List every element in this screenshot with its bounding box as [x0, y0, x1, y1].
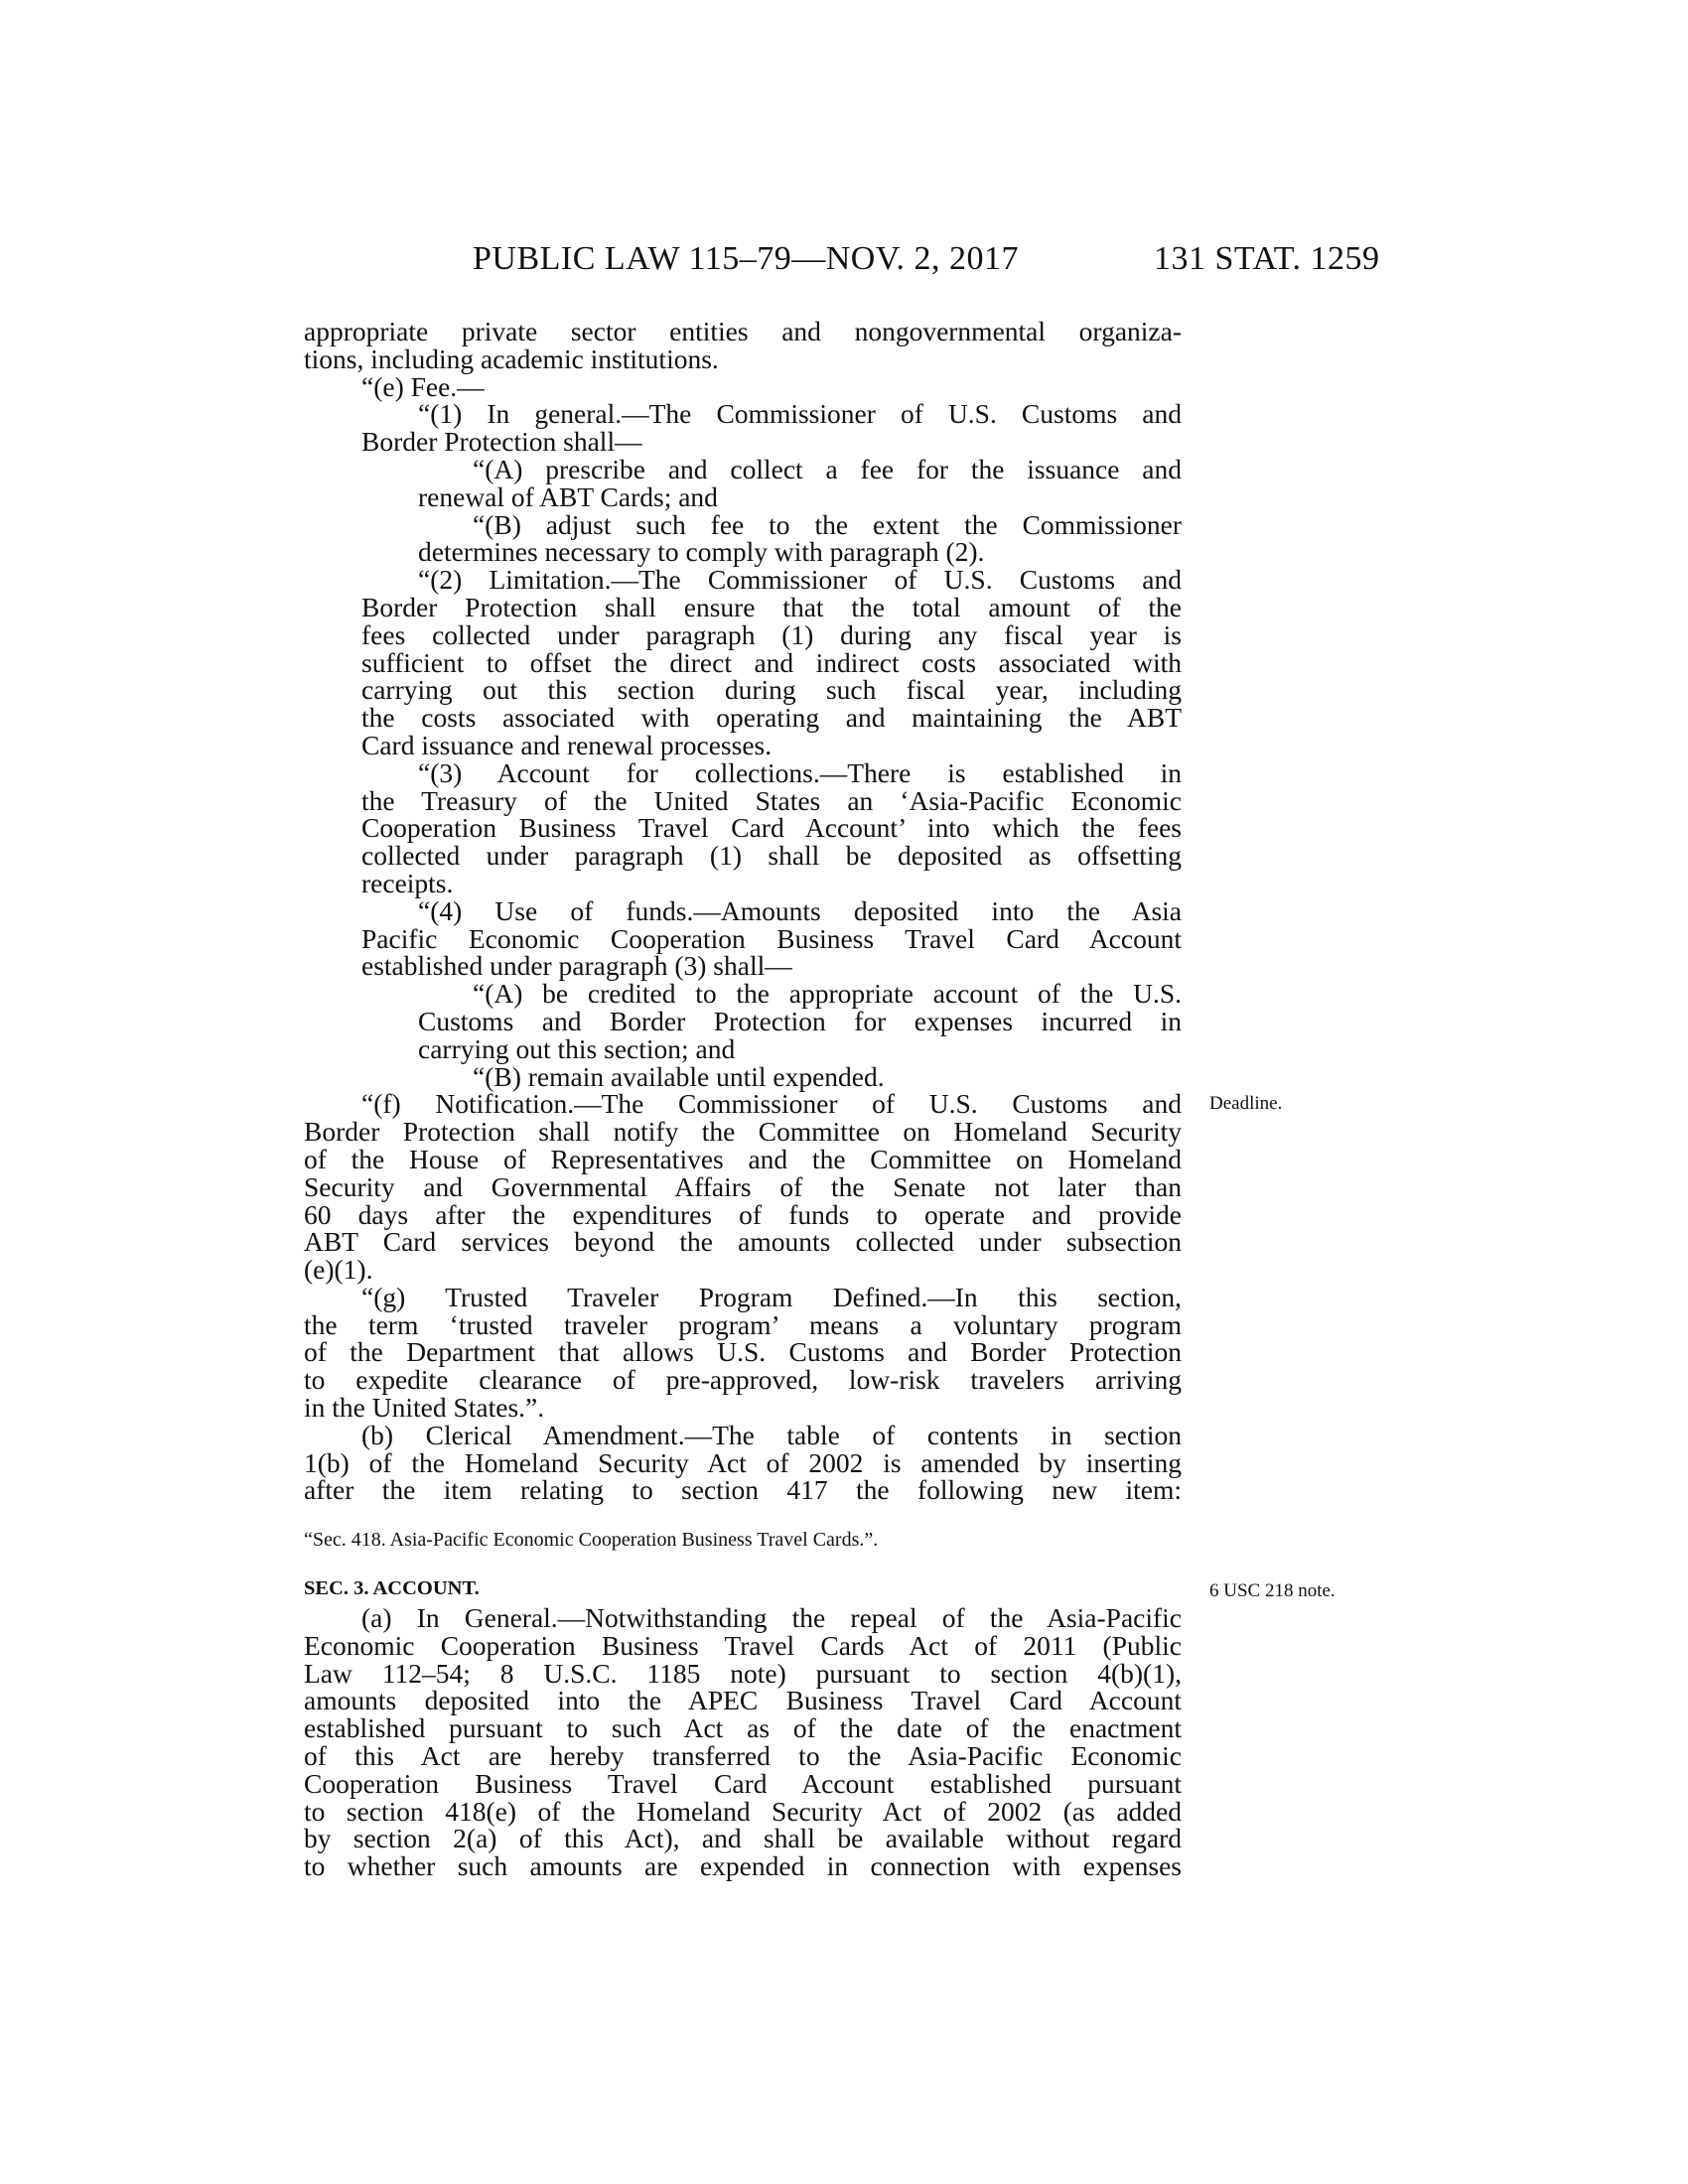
section-body [304, 1604, 1182, 1880]
text-line: Customs and Border Protection for expenses incurred in [418, 1005, 1182, 1036]
text-line: “(A) be credited to the appropriate account of the U.S. [473, 978, 1182, 1010]
text-line: the Treasury of the United States an ‘Asia-Pacific Economic [361, 784, 1182, 816]
text-line: sufficient to offset the direct and indirect costs associated with [361, 646, 1182, 678]
margin-note-deadline: Deadline. [1209, 1093, 1283, 1114]
text-line: of the Department that allows U.S. Customs and Border Protection [304, 1336, 1182, 1368]
text-line: determines necessary to comply with paragraph (2). [418, 536, 985, 568]
text-line: (e)(1). [304, 1254, 373, 1286]
text-line: Cooperation Business Travel Card Account’ into which the fees [361, 812, 1182, 844]
text-line: “(4) Use of funds.—Amounts deposited into the Asia [418, 894, 1182, 926]
text-line: 1(b) of the Homeland Security Act of 2002 is amended by inserting [304, 1446, 1182, 1478]
text-line: Border Protection shall ensure that the total amount of the [361, 591, 1182, 622]
table-of-contents-item: “Sec. 418. Asia-Pacific Economic Cooperation Business Travel Cards.”. [304, 1529, 879, 1551]
text-line: Economic Cooperation Business Travel Cards Act of 2011 (Public [304, 1629, 1182, 1661]
text-line: to expedite clearance of pre-approved, low-risk travelers arriving [304, 1364, 1182, 1396]
text-line: by section 2(a) of this Act), and shall be available without regard [304, 1823, 1182, 1854]
text-line: of the House of Representatives and the Committee on Homeland [304, 1143, 1182, 1174]
text-line: carrying out this section during such fiscal year, including [361, 674, 1182, 706]
text-line: collected under paragraph (1) shall be deposited as offsetting [361, 840, 1182, 872]
text-line: fees collected under paragraph (1) during any fiscal year is [361, 618, 1182, 650]
text-line: “(B) adjust such fee to the extent the Commissioner [473, 508, 1182, 540]
text-line: carrying out this section; and [418, 1032, 736, 1064]
page-header-title: PUBLIC LAW 115–79—NOV. 2, 2017 [473, 240, 1020, 277]
text-line: the costs associated with operating and maintaining the ABT [361, 702, 1182, 734]
text-line: Cooperation Business Travel Card Account established pursuant [304, 1767, 1182, 1799]
text-line: Law 112–54; 8 U.S.C. 1185 note) pursuant to section 4(b)(1), [304, 1657, 1182, 1689]
section-heading: SEC. 3. ACCOUNT. [304, 1577, 480, 1599]
text-line: “(2) Limitation.—The Commissioner of U.S. Customs and [418, 564, 1182, 596]
text-line: appropriate private sector entities and nongovernmental organiza- [304, 316, 1182, 346]
text-line: “(A) prescribe and collect a fee for the issuance and [473, 453, 1182, 484]
text-line: ABT Card services beyond the amounts collected under subsection [304, 1226, 1182, 1258]
text-line: “(B) remain available until expended. [473, 1060, 885, 1092]
text-line: in the United States.”. [304, 1392, 545, 1424]
text-line: to section 418(e) of the Homeland Security Act of 2002 (as added [304, 1795, 1182, 1827]
subsection-heading-fee: “(e) Fee.— [361, 370, 485, 402]
text-line: to whether such amounts are expended in connection with expenses [304, 1850, 1182, 1882]
subsection-heading-trusted-traveler: “(g) Trusted Traveler Program Defined.—In this section, [361, 1281, 1182, 1312]
statute-body [304, 318, 1182, 1504]
text-line: tions, including academic institutions. [304, 342, 719, 374]
subsection-heading-clerical: (b) Clerical Amendment.—The table of contents in section [361, 1419, 1182, 1450]
text-line: Card issuance and renewal processes. [361, 729, 773, 760]
text-line: Security and Governmental Affairs of the Senate not later than [304, 1170, 1182, 1202]
margin-note-usc: 6 USC 218 note. [1209, 1580, 1336, 1601]
text-line: “(1) In general.—The Commissioner of U.S. Customs and [418, 398, 1182, 430]
text-line: “(3) Account for collections.—There is established in [418, 756, 1182, 788]
subsection-heading-notification: “(f) Notification.—The Commissioner of U.S. Customs and [361, 1088, 1182, 1120]
text-line: after the item relating to section 417 the following new item: [304, 1474, 1182, 1506]
text-line: amounts deposited into the APEC Business Travel Card Account [304, 1685, 1182, 1716]
text-line: Pacific Economic Cooperation Business Travel Card Account [361, 922, 1182, 954]
text-line: established under paragraph (3) shall— [361, 950, 792, 982]
text-line: established pursuant to such Act as of the date of the enactment [304, 1712, 1182, 1744]
text-line: (a) In General.—Notwithstanding the repeal of the Asia-Pacific [361, 1602, 1182, 1633]
text-line: of this Act are hereby transferred to the Asia-Pacific Economic [304, 1739, 1182, 1771]
text-line: receipts. [361, 867, 454, 898]
text-line: renewal of ABT Cards; and [418, 480, 718, 512]
text-line: the term ‘trusted traveler program’ means a voluntary program [304, 1308, 1182, 1340]
text-line: Border Protection shall notify the Committee on Homeland Security [304, 1116, 1182, 1148]
text-line: Border Protection shall— [361, 426, 642, 458]
page-header-stat: 131 STAT. 1259 [1154, 240, 1380, 277]
text-line: 60 days after the expenditures of funds to operate and provide [304, 1198, 1182, 1230]
